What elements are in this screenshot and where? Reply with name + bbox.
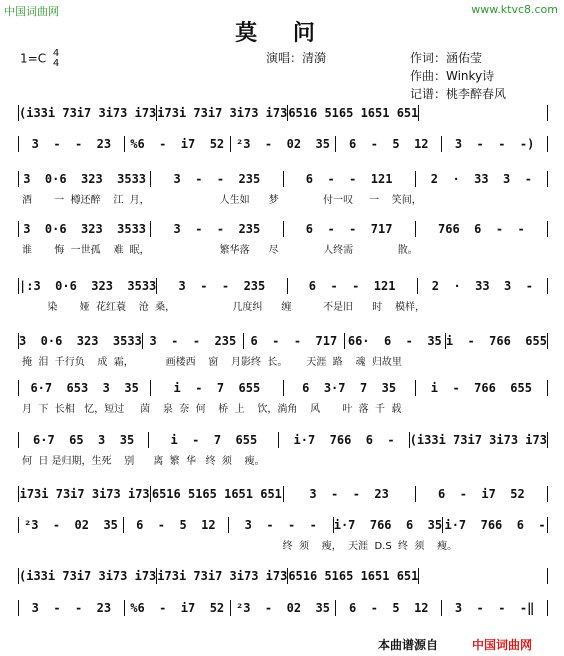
key-signature	[20, 49, 59, 69]
lyric-line: 月 下 长相 忆，短过 茵 泉 奈 何 桥 上 饮，淌角 风 叶 落 千 载	[22, 404, 402, 415]
measure: 6 - 5 12	[349, 137, 429, 151]
measure: 6 - - 121	[308, 279, 396, 293]
lyric-line: 掩 泪 千行负 成 霜， 画楼西 窗 月影终 长。 天涯 路 魂 归故里	[22, 357, 402, 368]
measure: ²3 - 02 35	[236, 137, 330, 151]
notation-row	[18, 134, 548, 154]
measure: 3 - - -	[244, 518, 317, 532]
measure: i - 7 655	[173, 381, 261, 395]
barline	[418, 568, 419, 584]
measure: 3 - - 235	[178, 279, 266, 293]
measure: 6 - i7 52	[438, 487, 525, 501]
measure: i73i 73i7 3i73 i73	[157, 106, 288, 120]
barline	[418, 105, 419, 121]
measure: 3 0·6 323 3533	[23, 222, 147, 236]
notation-row	[18, 598, 548, 618]
lyric-line: 何 日 是归期，生死 别 离 繁 华 终 须 瘦。	[22, 456, 265, 467]
barline	[547, 136, 548, 152]
lyric-line: 谁 悔 一世孤 难 眠， 繁华落 尽 人终需 散。	[22, 245, 418, 256]
notation-row	[18, 276, 548, 296]
barline	[547, 432, 548, 448]
measure: 2 · 33 3 -	[431, 279, 533, 293]
measure: i73i 73i7 3i73 i73	[19, 487, 150, 501]
barline	[547, 568, 548, 584]
barline	[547, 380, 548, 396]
barline	[547, 171, 548, 187]
measure: 6·7 65 3 35	[33, 433, 135, 447]
measure: 66· 6 - 35	[347, 334, 442, 348]
measure: (i33i 73i7 3i73 i73	[409, 433, 547, 447]
measure: 3 - - -)	[454, 137, 535, 151]
measure: 766 6 - -	[438, 222, 525, 236]
measure: 3 0·6 323 3533	[23, 172, 147, 186]
song-title: 莫 问	[235, 20, 329, 46]
measure: %6 - i7 52	[130, 601, 225, 615]
footer-site: 中国词曲网	[472, 638, 533, 652]
measure: i73i 73i7 3i73 i73	[157, 569, 288, 583]
lyric-line: 终 须 瘦， 天涯 D.S 终 须 瘦。	[22, 541, 458, 552]
notation-row	[18, 331, 548, 351]
measure: 6 - - 717	[305, 222, 393, 236]
measure: i·7 766 6 -	[293, 433, 395, 447]
measure: 6 3·7 7 35	[302, 381, 397, 395]
measure: 2 · 33 3 -	[430, 172, 532, 186]
notation-row	[18, 566, 548, 586]
measure: ²3 - 02 35	[236, 601, 330, 615]
barline	[547, 105, 548, 121]
measure: 3 - - -‖	[454, 601, 535, 615]
measure: 3 - - 235	[173, 222, 261, 236]
measure: |:3 0·6 323 3533	[19, 279, 157, 293]
measure: 6516 5165 1651 651	[288, 106, 419, 120]
measure: 6 - 5 12	[136, 518, 216, 532]
notation-row	[18, 378, 548, 398]
notation-row	[18, 484, 548, 504]
measure: i - 7 655	[170, 433, 258, 447]
barline	[547, 486, 548, 502]
measure: 6516 5165 1651 651	[288, 569, 419, 583]
lyric-line: 酒 一 樽还醉 江 月， 人生如 梦 付一叹 一 笑间，	[22, 195, 422, 206]
measure: 6·7 653 3 35	[30, 381, 139, 395]
notation-row	[18, 430, 548, 450]
measure: (i33i 73i7 3i73 i73	[19, 569, 157, 583]
measure: (i33i 73i7 3i73 i73	[19, 106, 157, 120]
key-text: 1=C	[20, 51, 47, 66]
singer-credit: 演唱：清漪	[266, 51, 327, 65]
measure: 3 - - 23	[31, 601, 112, 615]
notation-row	[18, 103, 548, 123]
measure: i - 766 655	[430, 381, 532, 395]
measure: 3 - - 23	[309, 487, 389, 501]
measure: 3 0·6 323 3533	[19, 334, 142, 348]
watermark-right: www.ktvc8.com	[471, 3, 558, 16]
notation-row	[18, 169, 548, 189]
notation-row	[18, 219, 548, 239]
measure: 3 - - 23	[31, 137, 112, 151]
watermark-left: 中国词曲网	[4, 5, 59, 18]
meter-top: 4	[52, 48, 60, 59]
time-signature	[53, 49, 59, 69]
measure: 3 - - 235	[149, 334, 237, 348]
barline	[547, 278, 548, 294]
measure: i·7 766 6 35	[333, 518, 443, 532]
measure: i·7 766 6 -	[444, 518, 546, 532]
composer-credit: 作曲：Winky诗	[410, 69, 495, 83]
lyricist-credit: 作词：涵佑莹	[410, 51, 483, 65]
transcriber-credit: 记谱：桃李醉春风	[410, 87, 507, 101]
lyric-line: 染 娅 花红蓑 沧 桑， 几度纠 缠 不是旧 时 模样，	[22, 302, 425, 313]
measure: 6 - 5 12	[349, 601, 429, 615]
measure: i - 766 655	[445, 334, 547, 348]
meter-bottom: 4	[52, 58, 60, 69]
measure: ²3 - 02 35	[23, 518, 118, 532]
measure: 3 - - 235	[173, 172, 261, 186]
measure: 6516 5165 1651 651	[151, 487, 282, 501]
notation-row	[18, 515, 548, 535]
barline	[547, 600, 548, 616]
measure: 6 - - 121	[305, 172, 393, 186]
measure: %6 - i7 52	[130, 137, 225, 151]
barline	[547, 221, 548, 237]
footer-label: 本曲谱源自	[378, 638, 439, 652]
barline	[547, 517, 548, 533]
measure: 6 - - 717	[250, 334, 338, 348]
barline	[547, 333, 548, 349]
